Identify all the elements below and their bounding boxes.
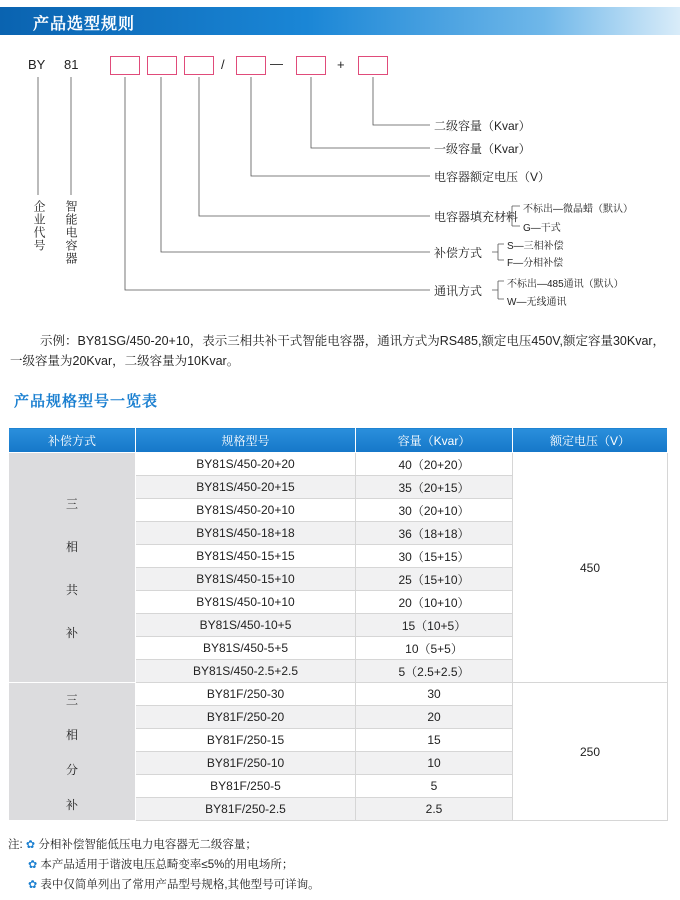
group2-type-char: 补 bbox=[65, 797, 78, 812]
group1-voltage-cell: 450 bbox=[513, 453, 668, 683]
note-item bbox=[8, 855, 320, 875]
cell-capacity: 30 bbox=[356, 683, 513, 706]
rule-compensation-option-s: S—三相补偿 bbox=[507, 241, 564, 252]
cell-capacity: 36（18+18） bbox=[356, 522, 513, 545]
code-prefix-by: BY bbox=[28, 57, 46, 72]
group1-type-char: 相 bbox=[65, 539, 78, 554]
table-row bbox=[9, 683, 668, 706]
rule-level2-capacity: 二级容量（Kvar） bbox=[434, 119, 531, 133]
label-smart-capacitor: 智能电容器 bbox=[64, 200, 78, 265]
rule-material-option-default: 不标出—微晶蜡（默认） bbox=[523, 204, 633, 215]
group1-type-char: 共 bbox=[65, 582, 78, 597]
leader-level2 bbox=[373, 77, 430, 125]
table-row bbox=[9, 453, 668, 476]
header-model: 规格型号 bbox=[136, 428, 356, 453]
group1-type-char: 三 bbox=[65, 496, 78, 511]
cell-capacity: 10 bbox=[356, 752, 513, 775]
cell-model: BY81S/450-10+5 bbox=[136, 614, 356, 637]
rule-communication-option-wireless: W—无线通讯 bbox=[507, 297, 567, 308]
cell-model: BY81F/250-30 bbox=[136, 683, 356, 706]
cell-model: BY81S/450-18+18 bbox=[136, 522, 356, 545]
leader-compensation bbox=[161, 77, 430, 252]
cell-model: BY81S/450-5+5 bbox=[136, 637, 356, 660]
note-text: 分相补偿智能低压电力电容器无二级容量； bbox=[38, 839, 257, 851]
cell-model: BY81S/450-15+10 bbox=[136, 568, 356, 591]
label-company-code: 企业代号 bbox=[32, 200, 46, 252]
table-header-row bbox=[9, 428, 668, 453]
cell-model: BY81S/450-10+10 bbox=[136, 591, 356, 614]
header-compensation: 补偿方式 bbox=[9, 428, 136, 453]
note-text: 表中仅简单列出了常用产品型号规格,其他型号可详询。 bbox=[40, 879, 320, 891]
cell-model: BY81S/450-15+15 bbox=[136, 545, 356, 568]
rule-filling-material: 电容器填充材料 bbox=[434, 210, 519, 224]
cell-model: BY81F/250-15 bbox=[136, 729, 356, 752]
cell-capacity: 15（10+5） bbox=[356, 614, 513, 637]
code-slash: / bbox=[221, 57, 225, 72]
code-prefix-81: 81 bbox=[64, 57, 79, 72]
rule-level1-capacity: 一级容量（Kvar） bbox=[434, 142, 531, 156]
spec-table bbox=[8, 427, 668, 821]
group2-type-char: 相 bbox=[65, 727, 78, 742]
cell-capacity: 15 bbox=[356, 729, 513, 752]
rule-communication-option-485: 不标出—485通讯（默认） bbox=[507, 279, 624, 290]
section-title-spec-table: 产品规格型号一览表 bbox=[14, 393, 159, 410]
cell-model: BY81S/450-2.5+2.5 bbox=[136, 660, 356, 683]
cell-model: BY81F/250-2.5 bbox=[136, 798, 356, 821]
cell-model: BY81F/250-20 bbox=[136, 706, 356, 729]
header-voltage: 额定电压（V） bbox=[513, 428, 668, 453]
cell-capacity: 30（20+10） bbox=[356, 499, 513, 522]
cell-capacity: 20（10+10） bbox=[356, 591, 513, 614]
note-text: 本产品适用于谐波电压总畸变率≤5%的用电场所； bbox=[40, 859, 294, 871]
cell-capacity: 5 bbox=[356, 775, 513, 798]
leader-voltage bbox=[251, 77, 430, 176]
bullet-icon: ✿ bbox=[25, 839, 36, 851]
brace-communication bbox=[492, 281, 504, 299]
note-item bbox=[8, 835, 320, 855]
leader-communication bbox=[125, 77, 430, 290]
code-dash: — bbox=[270, 56, 283, 71]
cell-capacity: 30（15+15） bbox=[356, 545, 513, 568]
cell-model: BY81F/250-10 bbox=[136, 752, 356, 775]
cell-capacity: 20 bbox=[356, 706, 513, 729]
cell-model: BY81S/450-20+20 bbox=[136, 453, 356, 476]
notes-label: 注: bbox=[8, 839, 23, 851]
code-plus: + bbox=[337, 57, 345, 72]
group2-type-cell bbox=[9, 683, 136, 821]
cell-model: BY81S/450-20+15 bbox=[136, 476, 356, 499]
group1-type-cell bbox=[9, 453, 136, 683]
cell-capacity: 10（5+5） bbox=[356, 637, 513, 660]
example-paragraph: 示例：BY81SG/450-20+10，表示三相共补干式智能电容器，通讯方式为RS485,额定电压450V,额定容量30Kvar，一级容量为20Kvar，二级容量为10Kvar。 bbox=[10, 334, 666, 368]
section-title-selection-rules: 产品选型规则 bbox=[33, 16, 136, 33]
cell-model: BY81S/450-20+10 bbox=[136, 499, 356, 522]
group2-type-char: 分 bbox=[65, 762, 78, 777]
note-item bbox=[8, 875, 320, 895]
bullet-icon: ✿ bbox=[28, 859, 38, 871]
group2-type-char: 三 bbox=[65, 692, 78, 707]
notes-block bbox=[8, 835, 320, 895]
cell-capacity: 5（2.5+2.5） bbox=[356, 660, 513, 683]
brace-compensation bbox=[492, 244, 504, 260]
leader-material bbox=[199, 77, 430, 216]
rule-rated-voltage: 电容器额定电压（V） bbox=[434, 170, 551, 184]
rule-compensation-mode: 补偿方式 bbox=[434, 246, 483, 260]
cell-capacity: 25（15+10） bbox=[356, 568, 513, 591]
rule-communication-mode: 通讯方式 bbox=[434, 284, 483, 298]
cell-capacity: 40（20+20） bbox=[356, 453, 513, 476]
cell-capacity: 35（20+15） bbox=[356, 476, 513, 499]
leader-level1 bbox=[311, 77, 430, 148]
header-capacity: 容量（Kvar） bbox=[356, 428, 513, 453]
cell-capacity: 2.5 bbox=[356, 798, 513, 821]
group1-type-char: 补 bbox=[65, 625, 78, 640]
group2-voltage-cell: 250 bbox=[513, 683, 668, 821]
bullet-icon: ✿ bbox=[28, 879, 38, 891]
cell-model: BY81F/250-5 bbox=[136, 775, 356, 798]
rule-compensation-option-f: F—分相补偿 bbox=[507, 258, 564, 269]
rule-material-option-dry: G—干式 bbox=[523, 223, 561, 234]
